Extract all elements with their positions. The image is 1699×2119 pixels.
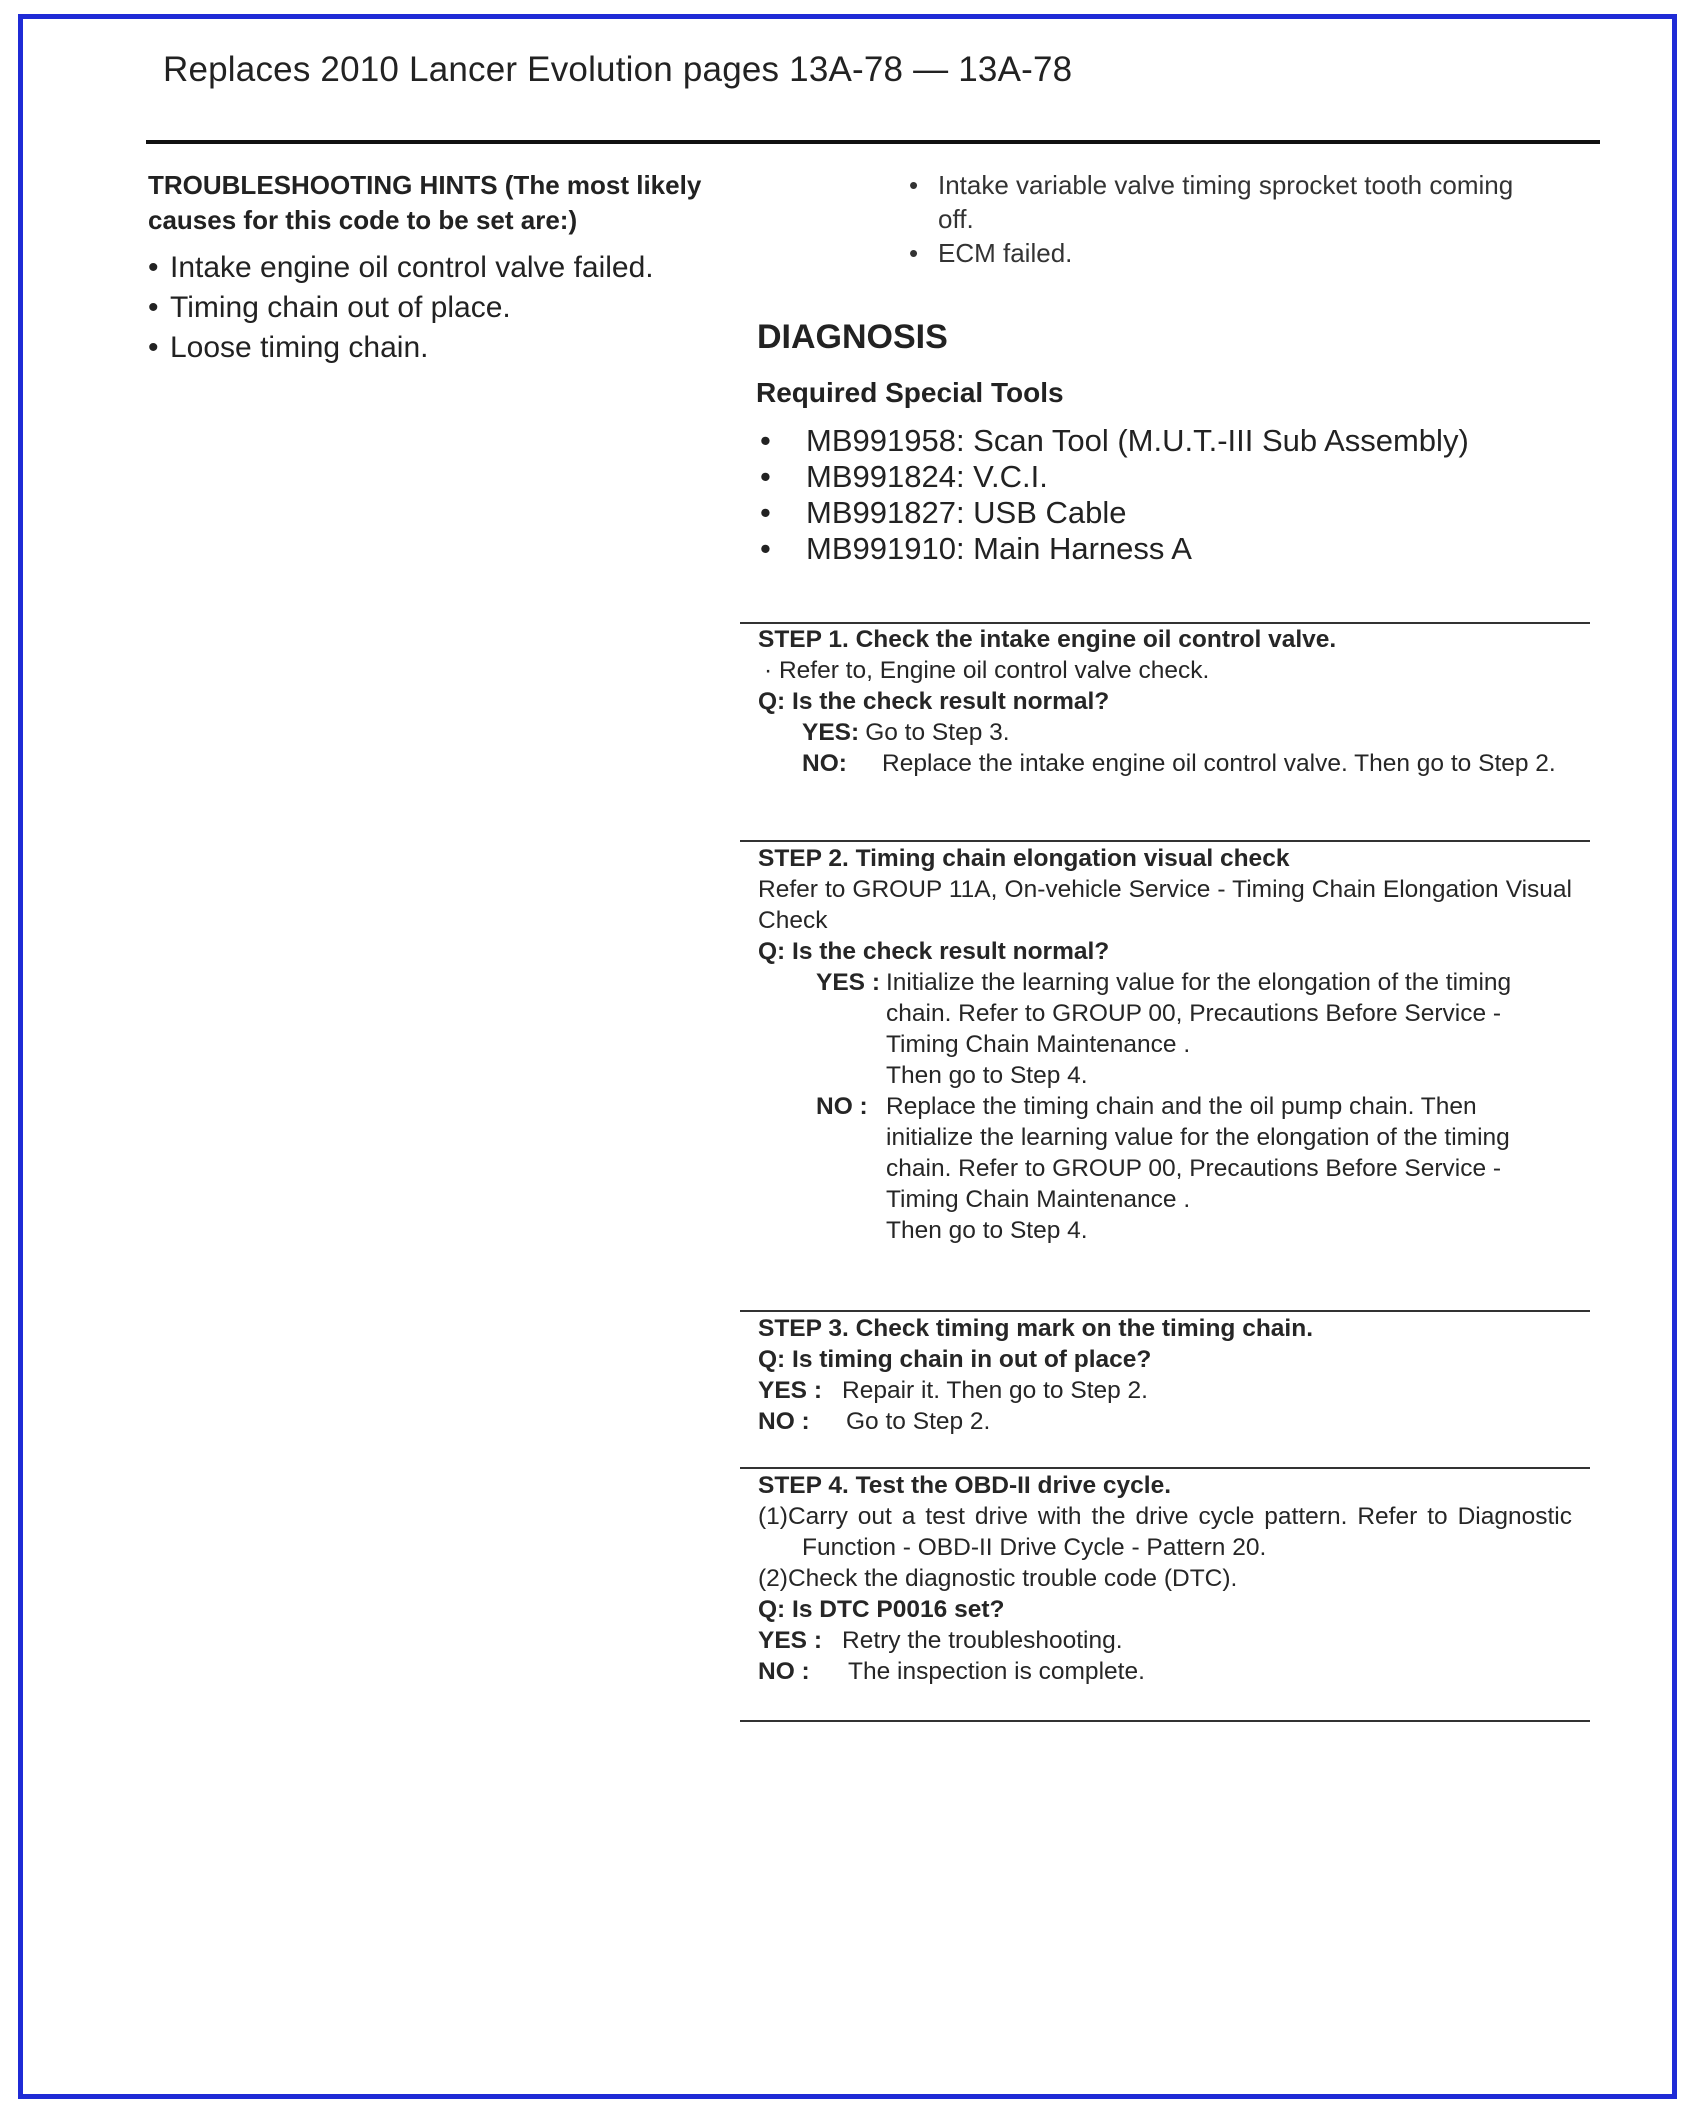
- step4-divider: [740, 1467, 1590, 1469]
- no-text: The inspection is complete.: [848, 1658, 1145, 1685]
- list-item: • Loose timing chain.: [148, 328, 828, 368]
- step4-item2: (2)Check the diagnostic trouble code (DTC).: [758, 1565, 1238, 1592]
- step1-question: Q: Is the check result normal?: [758, 688, 1110, 715]
- step1-no: [758, 748, 1580, 779]
- step2-question: Q: Is the check result normal?: [758, 938, 1110, 965]
- step2-divider: [740, 840, 1590, 842]
- step3-divider: [740, 1310, 1590, 1312]
- no-then: Then go to Step 4.: [886, 1217, 1088, 1244]
- no-text: Replace the timing chain and the oil pump chain. Then initialize the learning value for the elongation of the timing chain. Refer to GROUP 00, Precautions Before Service - Timing Chain Maintenance .: [886, 1093, 1510, 1213]
- yes-label: YES :: [758, 1377, 822, 1404]
- tools-list: [760, 423, 1469, 567]
- step3-no: [758, 1406, 1580, 1437]
- diagnosis-title: DIAGNOSIS: [757, 318, 948, 356]
- yes-label: YES :: [816, 969, 880, 996]
- yes-label: YES:: [802, 719, 860, 746]
- step1-reference: · Refer to, Engine oil control valve check.: [764, 657, 1210, 684]
- step4-item1: (1)Carry out a test drive with the drive cycle pattern. Refer to Diagnostic Function - OBD-II Drive Cycle - Pattern 20.: [758, 1503, 1572, 1561]
- list-item: • MB991958: Scan Tool (M.U.T.-III Sub Assembly): [760, 423, 1469, 459]
- step4-no: [758, 1656, 1580, 1687]
- step2-reference: Refer to GROUP 11A, On-vehicle Service - Timing Chain Elongation Visual Check: [758, 876, 1572, 934]
- step2-title: STEP 2. Timing chain elongation visual check: [758, 845, 1290, 872]
- step4-yes: [758, 1625, 1580, 1656]
- hints-heading-line1: TROUBLESHOOTING HINTS (The most likely: [148, 170, 702, 200]
- hints-heading-line2: causes for this code to be set are:): [148, 205, 578, 235]
- causes-list-left: [148, 248, 828, 368]
- yes-text: Repair it. Then go to Step 2.: [842, 1377, 1148, 1404]
- no-label: NO :: [816, 1093, 868, 1120]
- list-item: • MB991827: USB Cable: [760, 495, 1469, 531]
- list-item: • Timing chain out of place.: [148, 288, 828, 328]
- step3-question: Q: Is timing chain in out of place?: [758, 1346, 1152, 1373]
- step1-block: [758, 624, 1580, 779]
- no-label: NO:: [802, 750, 847, 777]
- yes-then: Then go to Step 4.: [886, 1062, 1088, 1089]
- step3-yes: [758, 1375, 1580, 1406]
- no-label: NO :: [758, 1408, 810, 1435]
- yes-label: YES :: [758, 1627, 822, 1654]
- step2-no: [758, 1091, 1580, 1246]
- step1-title: STEP 1. Check the intake engine oil control valve.: [758, 626, 1337, 653]
- header-divider: [146, 140, 1600, 144]
- list-item: • Intake variable valve timing sprocket tooth coming off.: [905, 168, 1538, 236]
- list-item: • Intake engine oil control valve failed.: [148, 248, 828, 288]
- yes-text: Retry the troubleshooting.: [842, 1627, 1123, 1654]
- page-title: Replaces 2010 Lancer Evolution pages 13A-78 — 13A-78: [163, 50, 1073, 89]
- causes-list-right: [905, 168, 1605, 270]
- tools-heading: Required Special Tools: [756, 377, 1064, 408]
- steps-bottom-divider: [740, 1720, 1590, 1722]
- no-text: Replace the intake engine oil control valve. Then go to Step 2.: [882, 750, 1556, 777]
- list-item: • MB991824: V.C.I.: [760, 459, 1469, 495]
- step3-title: STEP 3. Check timing mark on the timing chain.: [758, 1315, 1313, 1342]
- step4-title: STEP 4. Test the OBD-II drive cycle.: [758, 1472, 1172, 1499]
- step4-question: Q: Is DTC P0016 set?: [758, 1596, 1005, 1623]
- list-item: • MB991910: Main Harness A: [760, 531, 1469, 567]
- yes-text: Go to Step 3.: [865, 719, 1010, 746]
- step3-block: [758, 1313, 1580, 1437]
- no-label: NO :: [758, 1658, 810, 1685]
- yes-text: Initialize the learning value for the elongation of the timing chain. Refer to GROUP 00, Precautions Before Service - Timing Chain Maintenance .: [886, 969, 1512, 1058]
- no-text: Go to Step 2.: [846, 1408, 991, 1435]
- step1-yes: [758, 717, 1580, 748]
- step2-block: [758, 843, 1580, 1246]
- step2-yes: [758, 967, 1580, 1091]
- step4-block: [758, 1470, 1580, 1687]
- list-item: • ECM failed.: [905, 236, 1605, 270]
- troubleshooting-hints: [148, 168, 828, 368]
